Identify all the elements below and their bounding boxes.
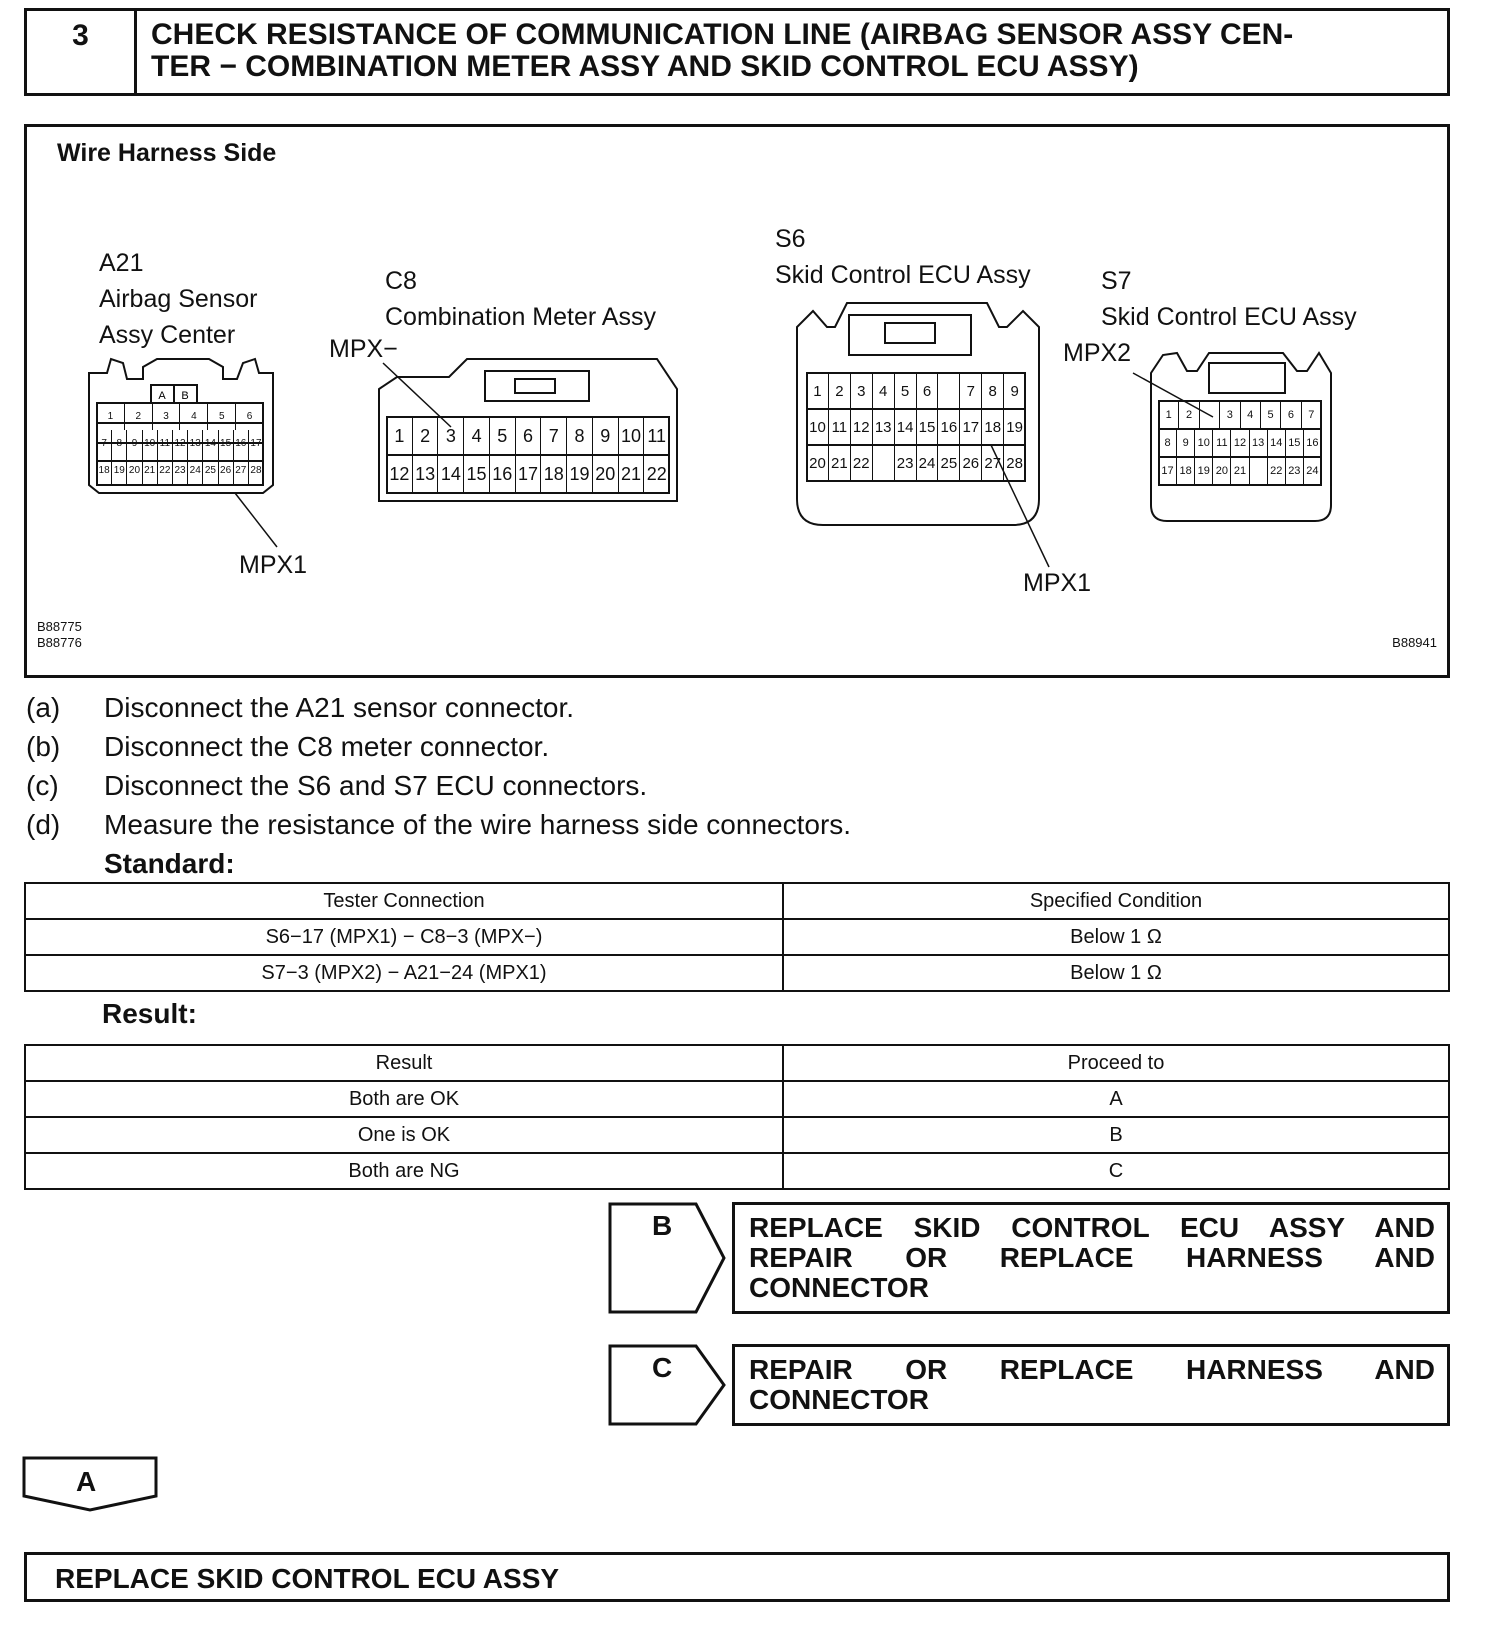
step-text: Disconnect the C8 meter connector. (104, 731, 550, 762)
a21-pin: 12 (173, 430, 188, 457)
table-cell: One is OK (25, 1117, 783, 1153)
step-text: Measure the resistance of the wire harness side connectors. (104, 809, 852, 840)
s6-pin: 18 (982, 409, 1004, 445)
table-header: Proceed to (783, 1045, 1449, 1081)
s6-pin: 23 (895, 445, 917, 481)
s6-pin: 7 (960, 373, 982, 409)
s6-pin-row (807, 409, 1025, 445)
step-text: Disconnect the S6 and S7 ECU connectors. (104, 770, 648, 801)
a21-pin: 1 (97, 403, 125, 430)
result-heading: Result: (102, 998, 197, 1029)
s7-pin: 1 (1159, 401, 1179, 429)
a21-pin: 14 (203, 430, 218, 457)
a21-name-line2: Assy Center (99, 321, 236, 349)
s6-pin: 1 (807, 373, 829, 409)
table-row (25, 1117, 1449, 1153)
a21-pin: 26 (219, 457, 234, 484)
diagram-heading: Wire Harness Side (57, 139, 277, 167)
s6-pin: 28 (1006, 454, 1023, 472)
c8-pin: 3 (438, 417, 464, 455)
table-cell: Below 1 Ω (783, 955, 1449, 991)
s7-name: Skid Control ECU Assy (1101, 303, 1357, 331)
a21-pin: 6 (246, 411, 253, 422)
c8-pin-row (387, 455, 669, 493)
step-letter: (a) (26, 692, 61, 723)
c8-code: C8 (385, 267, 417, 295)
a21-pin: 20 (127, 457, 142, 484)
s7-pin-row (1159, 429, 1321, 457)
a21-pin: 9 (127, 430, 142, 457)
s7-pin: 20 (1213, 457, 1231, 485)
s7-callout: MPX2 (1063, 339, 1132, 367)
s6-pin: 24 (917, 445, 939, 481)
a21-pin: 4 (180, 403, 208, 430)
branch-b-line3: CONNECTOR (749, 1272, 929, 1303)
standard-heading: Standard: (104, 848, 235, 879)
c8-pin: 14 (438, 455, 464, 493)
s7-code: S7 (1101, 267, 1132, 295)
c8-pin: 22 (646, 463, 667, 484)
s7-pin: 10 (1195, 429, 1213, 457)
s6-name: Skid Control ECU Assy (775, 261, 1031, 289)
step-letter: (b) (26, 731, 61, 762)
s6-pin: 26 (960, 445, 982, 481)
final-action (24, 1552, 1450, 1602)
s7-pin: 15 (1286, 429, 1304, 457)
c8-pin-grid (387, 417, 669, 493)
c8-pin: 12 (387, 455, 413, 493)
s7-pin: 12 (1231, 429, 1249, 457)
c8-pin: 10 (619, 417, 645, 455)
a21-pin-row (97, 457, 263, 484)
ref-code-left-1: B88775 (37, 619, 82, 634)
s7-pin: 2 (1179, 401, 1199, 429)
s6-pin: 10 (807, 409, 829, 445)
s6-pin: 5 (895, 373, 917, 409)
procedure-step (26, 766, 851, 805)
s7-pin: 13 (1250, 429, 1268, 457)
s6-pin: 2 (829, 373, 851, 409)
table-cell: Below 1 Ω (783, 919, 1449, 955)
s6-code: S6 (775, 225, 806, 253)
step-title: CHECK RESISTANCE OF COMMUNICATION LINE (AIRBAG SENSOR ASSY CEN- TER − COMBINATION METER ASSY AND SKID CONTROL ECU ASSY) (151, 18, 1294, 83)
a21-pin: 11 (158, 430, 173, 457)
s6-pin: 16 (938, 409, 960, 445)
a21-pin-grid (97, 403, 263, 484)
ref-code-left-2: B88776 (37, 635, 82, 650)
procedure-list (26, 688, 851, 883)
s6-pin: 17 (960, 409, 982, 445)
s6-callout: MPX1 (1023, 569, 1092, 597)
s7-pin: 21 (1231, 457, 1249, 485)
final-action-text: REPLACE SKID CONTROL ECU ASSY (55, 1563, 560, 1594)
branch-c-line1: REPAIR OR REPLACE HARNESS AND (749, 1354, 1435, 1385)
c8-pin: 9 (593, 417, 619, 455)
table-cell: Both are NG (25, 1153, 783, 1189)
s7-pin: 18 (1177, 457, 1195, 485)
s6-pin: 19 (1006, 418, 1023, 436)
a21-pin: 2 (125, 403, 153, 430)
c8-pin: 21 (619, 455, 645, 493)
c8-callout: MPX− (329, 335, 398, 363)
branch-b-letter: B (652, 1210, 673, 1241)
s7-pin: 3 (1220, 401, 1240, 429)
s6-pin: 25 (938, 445, 960, 481)
s6-pin: 3 (851, 373, 873, 409)
c8-pin: 16 (490, 455, 516, 493)
table-row (25, 955, 1449, 991)
a21-pin: 25 (203, 457, 218, 484)
a21-pin: 13 (188, 430, 203, 457)
table-cell: S6−17 (MPX1) − C8−3 (MPX−) (25, 919, 783, 955)
s7-pin: 8 (1159, 429, 1177, 457)
step-header (24, 8, 1450, 96)
a21-pin: 18 (97, 457, 112, 484)
a21-pin: 3 (153, 403, 181, 430)
s7-pin: 7 (1308, 409, 1315, 421)
s6-pin: 6 (917, 373, 939, 409)
standard-heading-row (26, 844, 851, 883)
procedure-step (26, 688, 851, 727)
procedure-step (26, 805, 851, 844)
a21-key-label: A (158, 390, 166, 402)
a21-pin: 15 (219, 430, 234, 457)
s7-pin: 6 (1281, 401, 1301, 429)
branch-c-line2: CONNECTOR (749, 1384, 929, 1415)
c8-pin: 8 (567, 417, 593, 455)
s6-pin-row (807, 445, 1025, 481)
s6-pin: 20 (807, 445, 829, 481)
a21-pin: 10 (143, 430, 158, 457)
table-header: Tester Connection (25, 883, 783, 919)
table-cell: Both are OK (25, 1081, 783, 1117)
a21-pin: 27 (234, 457, 249, 484)
table-cell: A (783, 1081, 1449, 1117)
table-header-row (25, 1045, 1449, 1081)
s6-pin: 22 (851, 445, 873, 481)
a21-pin: 22 (158, 457, 173, 484)
a21-pin: 24 (188, 457, 203, 484)
s7-pin: 17 (1159, 457, 1177, 485)
s6-pin: 14 (895, 409, 917, 445)
branch-c-action (732, 1344, 1450, 1426)
procedure-step (26, 727, 851, 766)
c8-pin: 1 (387, 417, 413, 455)
c8-pin: 2 (413, 417, 439, 455)
s6-pin-grid (807, 373, 1025, 481)
s6-pin: 8 (982, 373, 1004, 409)
s7-pin: 9 (1177, 429, 1195, 457)
step-letter: (c) (26, 770, 59, 801)
table-row (25, 1153, 1449, 1189)
s7-pin: 24 (1306, 465, 1319, 477)
s6-pin (938, 373, 960, 409)
c8-pin: 4 (464, 417, 490, 455)
a21-code: A21 (99, 249, 144, 277)
branch-b-line2: REPAIR OR REPLACE HARNESS AND (749, 1242, 1435, 1273)
a21-pin: 19 (112, 457, 127, 484)
step-letter: (d) (26, 809, 61, 840)
s7-pin: 14 (1268, 429, 1286, 457)
s6-pin: 21 (829, 445, 851, 481)
a21-key-label: B (181, 390, 189, 402)
c8-pin: 13 (413, 455, 439, 493)
step-number: 3 (27, 11, 137, 93)
s6-pin: 27 (982, 445, 1004, 481)
branch-c-letter: C (652, 1352, 673, 1383)
c8-pin: 20 (593, 455, 619, 493)
a21-pin: 23 (173, 457, 188, 484)
table-cell: C (783, 1153, 1449, 1189)
table-header-row (25, 883, 1449, 919)
s7-pin: 19 (1195, 457, 1213, 485)
c8-pin: 15 (464, 455, 490, 493)
s6-pin: 15 (917, 409, 939, 445)
c8-pin: 7 (541, 417, 567, 455)
a21-pin: 8 (112, 430, 127, 457)
c8-pin-row (387, 417, 669, 455)
table-cell: B (783, 1117, 1449, 1153)
a21-name-line1: Airbag Sensor (99, 285, 258, 313)
s7-pin-row (1159, 457, 1321, 485)
s7-pin: 22 (1268, 457, 1286, 485)
s6-pin: 4 (873, 373, 895, 409)
branch-a-letter: A (76, 1466, 97, 1497)
a21-pin: 21 (143, 457, 158, 484)
ref-code-right: B88941 (1392, 635, 1437, 650)
s7-pin: 5 (1261, 401, 1281, 429)
standard-table (24, 882, 1450, 992)
s7-pin (1200, 401, 1220, 429)
s7-pin (1250, 457, 1268, 485)
s7-pin: 16 (1306, 437, 1319, 449)
table-row (25, 919, 1449, 955)
c8-pin: 5 (490, 417, 516, 455)
s7-pin: 4 (1241, 401, 1261, 429)
c8-pin: 6 (516, 417, 542, 455)
table-header: Result (25, 1045, 783, 1081)
c8-pin: 19 (567, 455, 593, 493)
c8-pin: 11 (647, 425, 667, 446)
branch-b-action (732, 1202, 1450, 1314)
step-text: Disconnect the A21 sensor connector. (104, 692, 575, 723)
s7-pin: 11 (1213, 429, 1231, 457)
connector-diagram (24, 124, 1450, 678)
c8-pin: 18 (541, 455, 567, 493)
a21-pin: 7 (97, 430, 112, 457)
s6-pin: 11 (829, 409, 851, 445)
a21-pin: 5 (208, 403, 236, 430)
a21-pin-row (97, 430, 263, 457)
a21-pin-row (97, 403, 263, 430)
table-row (25, 1081, 1449, 1117)
s6-pin: 13 (873, 409, 895, 445)
a21-pin: 28 (250, 465, 262, 476)
s6-pin: 9 (1010, 382, 1019, 400)
a21-pin: 17 (250, 438, 262, 449)
s7-pin: 23 (1286, 457, 1304, 485)
a21-callout: MPX1 (239, 551, 308, 579)
branch-b-line1: REPLACE SKID CONTROL ECU ASSY AND (749, 1212, 1435, 1243)
s6-pin (873, 445, 895, 481)
a21-pin: 16 (234, 430, 249, 457)
s6-pin-row (807, 373, 1025, 409)
s6-pin: 12 (851, 409, 873, 445)
c8-pin: 17 (516, 455, 542, 493)
s7-pin-row (1159, 401, 1321, 429)
table-header: Specified Condition (783, 883, 1449, 919)
table-cell: S7−3 (MPX2) − A21−24 (MPX1) (25, 955, 783, 991)
c8-name: Combination Meter Assy (385, 303, 656, 331)
result-table (24, 1044, 1450, 1190)
s7-pin-grid (1159, 401, 1321, 485)
